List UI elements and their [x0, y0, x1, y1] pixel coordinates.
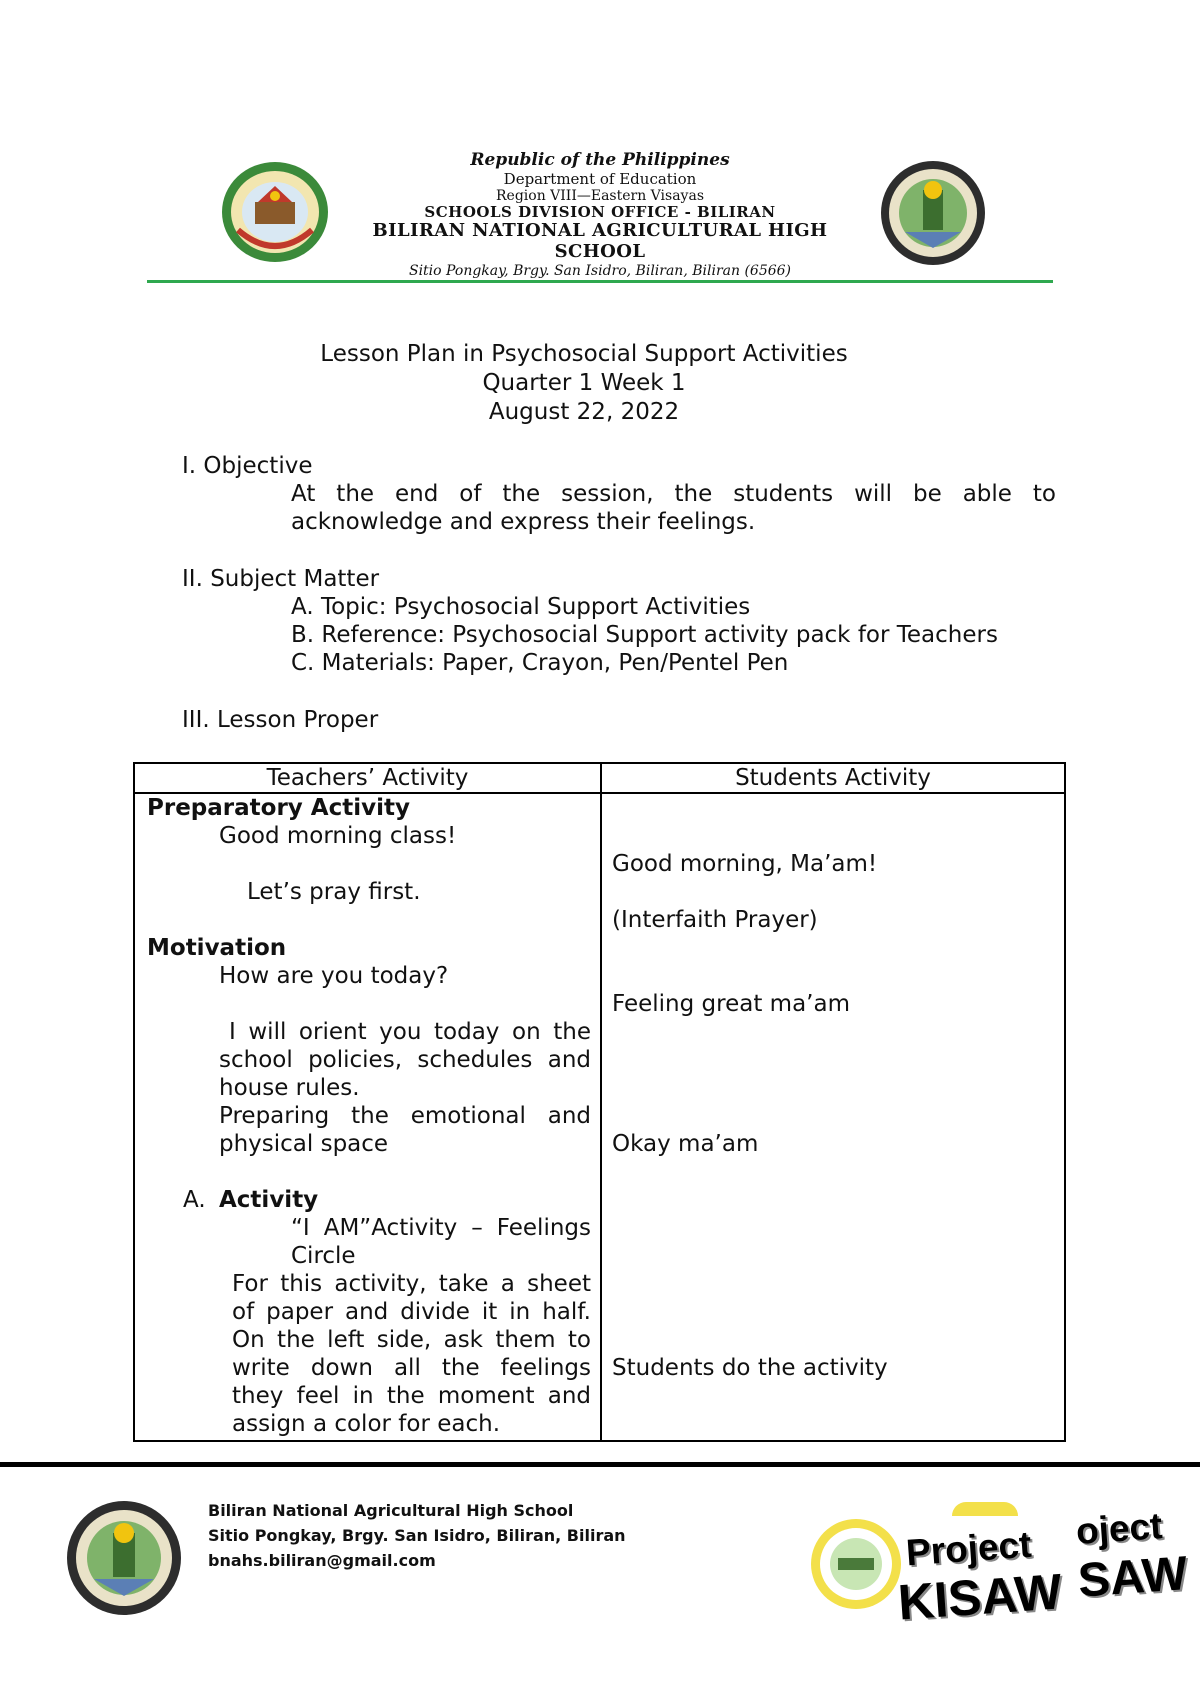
teacher-how-are-you: How are you today?	[219, 963, 449, 989]
student-good-morning: Good morning, Ma’am!	[612, 851, 878, 877]
lesson-title	[0, 340, 1168, 427]
kisaw-project-word-partial: oject	[1074, 1505, 1164, 1552]
footer-school-seal-icon	[66, 1500, 182, 1616]
student-okay: Okay ma’am	[612, 1131, 759, 1157]
school-name: BILIRAN NATIONAL AGRICULTURAL HIGH SCHOOL	[372, 220, 828, 262]
students-activity-header: Students Activity	[735, 765, 931, 791]
kisaw-logo-icon	[810, 1518, 902, 1610]
objective-text: At the end of the session, the students will be able to acknowledge and express their feelings.	[291, 481, 1056, 535]
teachers-activity-header: Teachers’ Activity	[266, 765, 469, 791]
republic-heading: Republic of the Philippines	[470, 150, 730, 170]
teacher-preparing-space: Preparing the emotional and physical space	[219, 1103, 591, 1157]
school-address: Sitio Pongkay, Brgy. San Isidro, Biliran, Biliran (6566)	[408, 262, 792, 279]
division-seal-icon	[220, 160, 330, 265]
preparatory-activity-heading: Preparatory Activity	[147, 795, 410, 821]
subject-reference: B. Reference: Psychosocial Support activity pack for Teachers	[291, 622, 998, 648]
student-prayer: (Interfaith Prayer)	[612, 907, 818, 933]
teacher-pray: Let’s pray first.	[247, 879, 421, 905]
motivation-heading: Motivation	[147, 935, 287, 961]
subject-topic: A. Topic: Psychosocial Support Activities	[291, 594, 751, 620]
subject-materials: C. Materials: Paper, Crayon, Pen/Pentel Pen	[291, 650, 789, 676]
objective-heading: I. Objective	[182, 453, 313, 479]
activity-title: “I AM”Activity – Feelings Circle	[291, 1215, 591, 1269]
student-feeling: Feeling great ma’am	[612, 991, 850, 1017]
title-line-1: Lesson Plan in Psychosocial Support Activities	[320, 341, 848, 367]
lesson-proper-heading: III. Lesson Proper	[182, 707, 379, 733]
department-name: Department of Education	[503, 169, 697, 188]
school-seal-icon	[880, 160, 986, 266]
footer-contact	[208, 1498, 626, 1573]
title-line-2: Quarter 1 Week 1	[482, 370, 686, 396]
footer-school-name: Biliran National Agricultural High School	[208, 1501, 574, 1520]
letterhead	[330, 151, 870, 279]
division-office: SCHOOLS DIVISION OFFICE - BILIRAN	[424, 202, 776, 221]
footer-divider	[0, 1462, 1200, 1467]
kisaw-logo-top-icon	[952, 1502, 1018, 1516]
kisaw-project-name: KISAW	[896, 1563, 1064, 1631]
activity-heading: Activity	[219, 1187, 319, 1213]
kisaw-project-word: Project	[904, 1523, 1033, 1574]
footer-address: Sitio Pongkay, Brgy. San Isidro, Biliran, Biliran	[208, 1526, 626, 1545]
footer-email: bnahs.biliran@gmail.com	[208, 1551, 436, 1570]
header-divider	[147, 280, 1053, 283]
activity-letter: A.	[183, 1187, 206, 1213]
subject-matter-heading: II. Subject Matter	[182, 566, 380, 592]
region-name: Region VIII—Eastern Visayas	[496, 187, 704, 204]
title-line-3: August 22, 2022	[488, 399, 680, 425]
kisaw-project-name-partial: SAW	[1076, 1547, 1190, 1608]
student-do-activity: Students do the activity	[612, 1355, 888, 1381]
table-column-divider	[600, 764, 602, 1440]
teacher-good-morning: Good morning class!	[219, 823, 457, 849]
activity-instructions: For this activity, take a sheet of paper and divide it in half. On the left side, ask them to write down all the feelings they feel in the moment and assign a color for each.	[232, 1271, 591, 1437]
teacher-orient: I will orient you today on the school policies, schedules and house rules.	[219, 1019, 591, 1101]
lesson-activity-table	[133, 762, 1066, 1442]
